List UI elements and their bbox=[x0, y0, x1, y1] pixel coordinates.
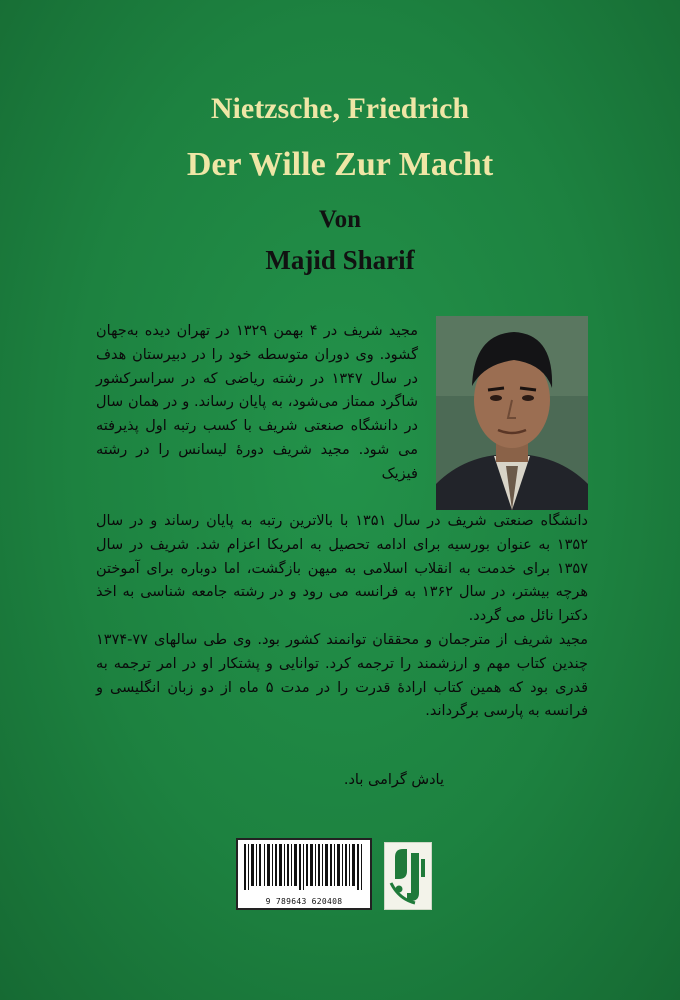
biography-text-3: مجید شریف از مترجمان و محققان توانمند کشور بود. وی طی سالهای ۷۷-۱۳۷۴ چندین کتاب مهم و ارزشمند را ترجمه کرد. توانایی و پشتکار او در امر ترجمه به قدری بود که همین کتاب ارادهٔ قدرت را در مدت ۵ ماه از دو زبان انگلیسی و فرانسه به پارسی برگرداند. bbox=[96, 631, 588, 720]
biography-text-2: دانشگاه صنعتی شریف در سال ۱۳۵۱ با بالاترین رتبه به پایان رساند و در سال ۱۳۵۲ به عنوان بورسیه برای ادامه تحصیل به امریکا اعزام شد. شریف در سال ۱۳۵۷ برای خدمت به انقلاب اسلامی به میهن بازگشت، اما دوباره برای آموختن هرچه بیشتر، در سال ۱۳۶۲ به فرانسه می رود و در رشته جامعه شناسی به اخذ دکترا نائل می گردد. bbox=[96, 513, 588, 625]
publisher-logo-icon bbox=[384, 842, 432, 910]
author-portrait-icon bbox=[436, 316, 588, 510]
biography-text-1: مجید شریف در ۴ بهمن ۱۳۲۹ در تهران دیده به‌جهان گشود. وی دوران متوسطه خود را در دبیرستان هدف در سال ۱۳۴۷ در رشته ریاضی که در سراسرکشور شاگرد ممتاز می‌شود، به پایان رساند. و در همان سال در دانشگاه صنعتی شریف با کسب رتبه اول پذیرفته می شود. مجید شریف دورهٔ لیسانس را در رشته فیزیک bbox=[96, 323, 418, 482]
author-name: Nietzsche, Friedrich bbox=[210, 92, 470, 125]
translator-name: Majid Sharif bbox=[265, 245, 415, 275]
barcode-icon bbox=[236, 838, 372, 910]
closing-line: یادش گرامی باد. bbox=[343, 772, 444, 788]
isbn-digits: 9 789643 620408 bbox=[265, 897, 343, 906]
biography-short-paragraph bbox=[96, 320, 418, 487]
by-word: Von bbox=[318, 206, 362, 233]
book-title: Der Wille Zur Macht bbox=[186, 146, 494, 183]
biography-long-paragraph bbox=[96, 510, 588, 724]
